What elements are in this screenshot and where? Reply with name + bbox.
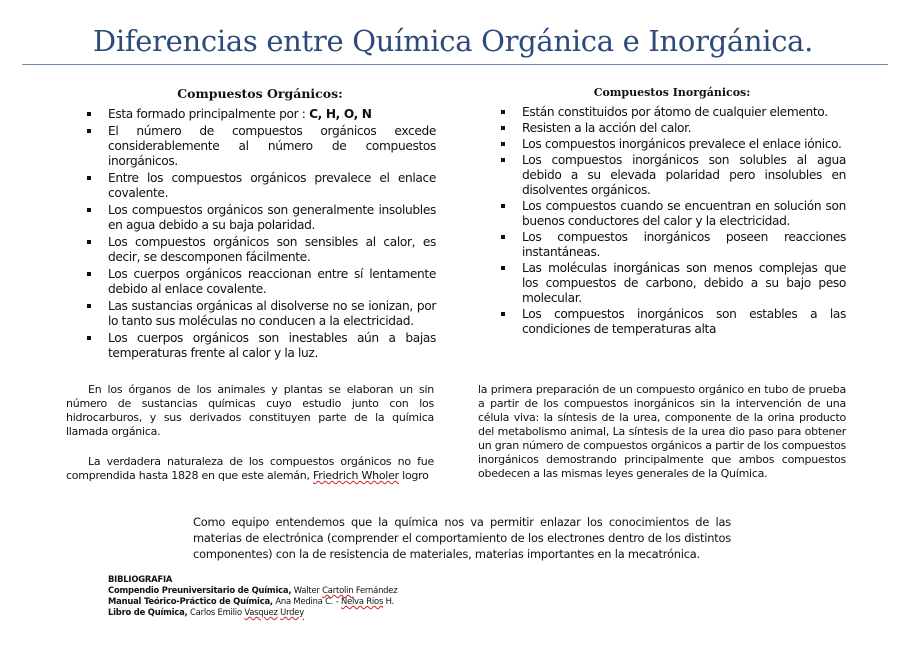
book-title: Libro de Química, — [108, 607, 188, 617]
list-item — [84, 107, 436, 122]
list-item — [84, 124, 436, 169]
list-item-text: Los compuestos inorgánicos son solubles al agua debido a su elevada polaridad pero insolubles en disolventes orgánicos. — [522, 153, 846, 197]
book-author-flagged: Urdey — [280, 607, 305, 617]
list-item-text: Los cuerpos orgánicos reaccionan entre sí lentamente debido al enlace covalente. — [108, 267, 436, 296]
list-item-text: Los cuerpos orgánicos son inestables aún a bajas temperaturas frente al calor y la luz. — [108, 331, 436, 360]
list-item-text: Esta formado principalmente por : — [108, 107, 310, 121]
list-item — [84, 331, 436, 361]
elements-bold: C, H, O, N — [309, 107, 372, 121]
conclusion-paragraph: Como equipo entendemos que la química nos va permitir enlazar los conocimientos de las materias de electrónica (comprender el comportamiento de los electrones dentro de los distintos componentes) con la de resistencia de materiales, materias importantes en la mecatrónica. — [193, 515, 731, 561]
book-author: Walter — [291, 585, 323, 595]
list-item-text: Los compuestos inorgánicos prevalece el enlace iónico. — [522, 137, 842, 151]
book-author: Carlos Emilio — [187, 607, 245, 617]
book-author: H. — [383, 596, 395, 606]
organic-list — [84, 107, 436, 361]
list-item — [84, 267, 436, 297]
paragraph-text: logro — [398, 469, 429, 482]
list-item — [498, 230, 846, 260]
organic-section — [84, 86, 436, 363]
list-item — [498, 153, 846, 198]
list-item — [498, 121, 846, 136]
bibliography-entry — [108, 585, 528, 596]
bullet-icon — [501, 126, 505, 130]
inorganic-section — [498, 86, 846, 338]
bullet-icon — [501, 312, 505, 316]
page-title: Diferencias entre Química Orgánica e Inorgánica. — [92, 24, 814, 58]
list-item-text: Resisten a la acción del calor. — [522, 121, 692, 135]
book-author-flagged: Vasquez — [244, 607, 278, 617]
book-author: Fernández — [353, 585, 398, 595]
book-author-flagged: Nelva Rios — [341, 596, 384, 606]
list-item — [84, 203, 436, 233]
organic-intro-paragraph: En los órganos de los animales y plantas se elaboran un sin número de sustancias químicas cuyo estudio junto con los hidrocarburos, y sus derivados constituyen parte de la química llamada orgánica. — [66, 383, 434, 438]
bullet-icon — [87, 176, 91, 180]
wholer-paragraph — [66, 455, 434, 483]
bullet-icon — [87, 336, 91, 340]
book-author-flagged: Cartolin — [322, 585, 354, 595]
book-title: Compendio Preuniversitario de Química, — [108, 585, 292, 595]
book-title: Manual Teórico-Práctico de Química, — [108, 596, 273, 606]
urea-paragraph: la primera preparación de un compuesto orgánico en tubo de prueba a partir de los compuestos inorgánicos sin la intervención de una célula viva: la síntesis de la urea, componente de la orina producto del metabolismo animal, La síntesis de la urea dio paso para obtener un gran número de compuestos orgánicos a partir de los compuestos inorgánicos demostrando principalmente que ambos compuestos obedecen a las mismas leyes generales de la Química. — [478, 383, 846, 480]
list-item — [498, 105, 846, 120]
inorganic-heading: Compuestos Inorgánicos: — [593, 86, 751, 99]
list-item — [498, 307, 846, 337]
list-item — [84, 299, 436, 329]
list-item-text: Los compuestos cuando se encuentran en solución son buenos conductores del calor y la electricidad. — [522, 199, 846, 228]
list-item — [498, 199, 846, 229]
bullet-icon — [501, 235, 505, 239]
organic-heading: Compuestos Orgánicos: — [177, 86, 343, 101]
list-item-text: Entre los compuestos orgánicos prevalece el enlace covalente. — [108, 171, 436, 200]
wholer-name: Friedrich Wholer — [313, 469, 399, 482]
list-item-text: Están constituidos por átomo de cualquier elemento. — [522, 105, 828, 119]
list-item-text: Las sustancias orgánicas al disolverse no se ionizan, por lo tanto sus moléculas no conducen a la electricidad. — [108, 299, 436, 328]
list-item-text: El número de compuestos orgánicos excede considerablemente al número de compuestos inorgánicos. — [108, 124, 436, 168]
bullet-icon — [87, 240, 91, 244]
bullet-icon — [501, 110, 505, 114]
bullet-icon — [87, 112, 91, 116]
list-item — [84, 171, 436, 201]
list-item — [84, 235, 436, 265]
bullet-icon — [501, 204, 505, 208]
bibliography-heading: BIBLIOGRAFIA — [108, 574, 173, 584]
bibliography — [108, 574, 528, 618]
bullet-icon — [501, 142, 505, 146]
inorganic-list — [498, 105, 846, 337]
list-item-text: Los compuestos inorgánicos son estables a las condiciones de temperaturas alta — [522, 307, 846, 336]
list-item — [498, 137, 846, 152]
bullet-icon — [501, 266, 505, 270]
list-item-text: Los compuestos orgánicos son sensibles al calor, es decir, se descomponen fácilmente. — [108, 235, 436, 264]
list-item-text: Las moléculas inorgánicas son menos complejas que los compuestos de carbono, debido a su bajo peso molecular. — [522, 261, 846, 305]
book-author: Ana Medina C. - — [272, 596, 341, 606]
list-item-text: Los compuestos inorgánicos poseen reacciones instantáneas. — [522, 230, 846, 259]
bullet-icon — [87, 208, 91, 212]
title-divider — [22, 64, 888, 65]
paragraph-text: La verdadera naturaleza de los compuestos orgánicos no fue comprendida hasta 1828 en que este alemán, — [66, 455, 434, 482]
bibliography-entry — [108, 607, 528, 618]
bullet-icon — [87, 304, 91, 308]
list-item-text: Los compuestos orgánicos son generalmente insolubles en agua debido a su baja polaridad. — [108, 203, 436, 232]
bullet-icon — [87, 129, 91, 133]
list-item — [498, 261, 846, 306]
bullet-icon — [501, 158, 505, 162]
bibliography-entry — [108, 596, 528, 607]
bullet-icon — [87, 272, 91, 276]
